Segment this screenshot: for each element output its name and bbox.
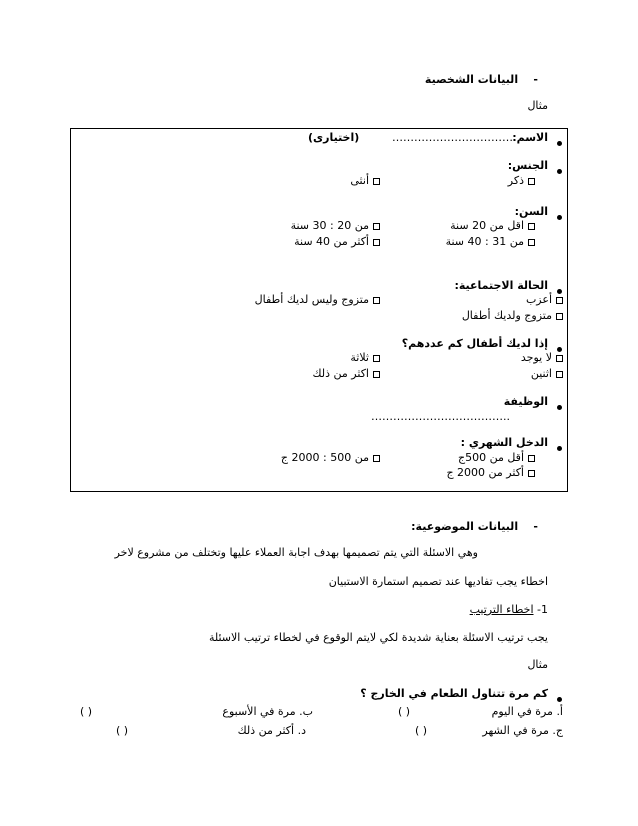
error-title [470,603,548,616]
checkbox-icon[interactable] [528,239,535,246]
gender-option-female[interactable]: أنثى [350,174,380,187]
name-bullet [557,136,562,149]
children-option-two[interactable]: اثنين [531,367,563,380]
question-option-c: ج. مرة في الشهر [482,724,563,737]
income-label: الدخل الشهري : [460,436,548,449]
marital-option-married-kids[interactable]: متزوج ولديك أطفال [462,309,563,322]
name-label: الاسم: [512,131,548,144]
children-option-more[interactable]: اكثر من ذلك [313,367,380,380]
checkbox-icon[interactable] [373,355,380,362]
checkbox-icon[interactable] [373,455,380,462]
age-option-over40[interactable]: أكثر من 40 سنة [294,235,380,248]
children-option-three[interactable]: ثلاثة [350,351,380,364]
marital-option-married-no-kids[interactable]: متزوج وليس لديك أطفال [255,293,380,306]
question-option-a: أ. مرة في اليوم [491,705,563,718]
gender-bullet [557,164,562,177]
income-option-under500[interactable]: أقل من 500ج [458,451,535,464]
checkbox-icon[interactable] [528,470,535,477]
personal-heading-text: البيانات الشخصية [424,73,519,86]
income-option-500-2000[interactable]: من 500 : 2000 ج [281,451,380,464]
heading-dash: - [533,520,538,533]
job-label: الوظيفة [503,395,548,408]
children-option-none[interactable]: لا يوجد [521,351,563,364]
answer-paren-c[interactable]: ( ) [415,724,428,737]
job-dots[interactable]: ……………………………….. [371,410,510,423]
checkbox-icon[interactable] [373,223,380,230]
marital-option-single[interactable]: أعزب [526,293,563,306]
question-option-d: د. أكثر من ذلك [237,724,306,737]
gender-option-male[interactable]: ذكر [508,174,535,187]
name-dots[interactable]: ……………………………. [392,131,517,144]
income-bullet [557,441,562,454]
question-text: كم مرة تتناول الطعام في الخارج ؟ [360,687,548,700]
objective-paragraph-3: يجب ترتيب الاسئلة بعناية شديدة لكي لايتم الوقوع في لخطاء ترتيب الاسئلة [208,631,548,644]
age-option-20-30[interactable]: من 20 : 30 سنة [291,219,380,232]
personal-heading [425,73,538,86]
gender-label: الجنس: [507,159,548,172]
answer-paren-a[interactable]: ( ) [398,705,411,718]
objective-paragraph-1: وهي الاسئلة التي يتم تصميمها بهدف اجابة العملاء عليها وتختلف من مشروع لاخر [114,546,478,559]
objective-heading [411,520,538,533]
objective-heading-text: البيانات الموضوعية: [411,520,519,533]
name-optional-note: (اختيارى) [308,131,360,144]
checkbox-icon[interactable] [373,371,380,378]
checkbox-icon[interactable] [556,355,563,362]
answer-paren-b[interactable]: ( ) [80,705,93,718]
heading-dash: - [533,73,538,86]
error-title-text: اخطاء الترتيب [469,603,534,616]
marital-label: الحالة الاجتماعية: [454,279,548,292]
objective-example-label: مثال [527,658,548,671]
job-bullet [557,400,562,413]
checkbox-icon[interactable] [556,297,563,304]
checkbox-icon[interactable] [556,313,563,320]
question-option-b: ب. مرة في الأسبوع [222,705,313,718]
checkbox-icon[interactable] [373,239,380,246]
personal-example-label: مثال [527,99,548,112]
children-label: إذا لديك أطفال كم عددهم؟ [401,337,548,350]
question-bullet [557,692,562,705]
error-number: 1- [537,603,548,616]
checkbox-icon[interactable] [556,371,563,378]
checkbox-icon[interactable] [373,297,380,304]
age-option-under20[interactable]: اقل من 20 سنة [450,219,535,232]
checkbox-icon[interactable] [528,455,535,462]
income-option-over2000[interactable]: أكثر من 2000 ج [446,466,535,479]
age-bullet [557,210,562,223]
checkbox-icon[interactable] [373,178,380,185]
age-label: السن: [514,205,548,218]
age-option-31-40[interactable]: من 31 : 40 سنة [446,235,535,248]
objective-paragraph-2: اخطاء يجب تفاديها عند تصميم استمارة الاستبيان [328,575,548,588]
checkbox-icon[interactable] [528,178,535,185]
checkbox-icon[interactable] [528,223,535,230]
answer-paren-d[interactable]: ( ) [116,724,129,737]
